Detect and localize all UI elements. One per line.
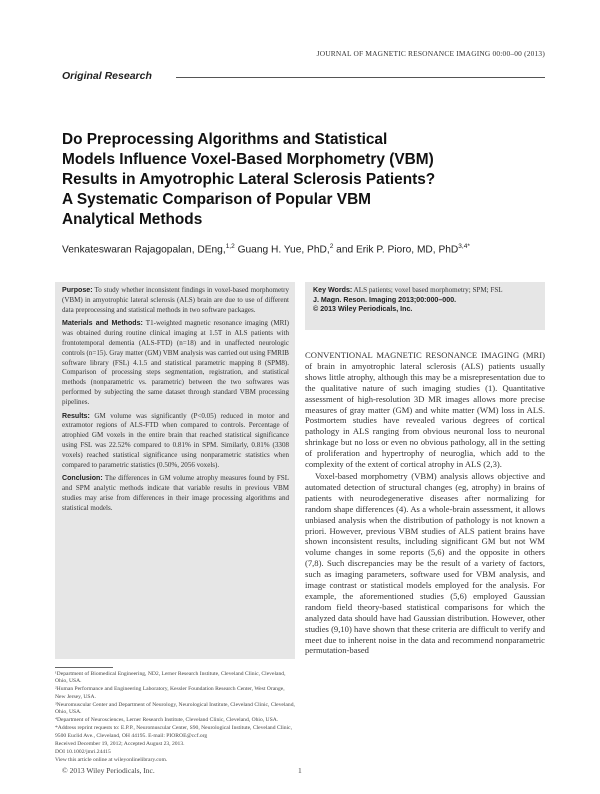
abstract-methods [62, 319, 289, 407]
title-line: Do Preprocessing Algorithms and Statistical [62, 131, 388, 148]
body-paragraph: CONVENTIONAL MAGNETIC RESONANCE IMAGING (MRI) of brain in amyotrophic lateral sclerosis (ALS) patients usually shows little atrophy, although this may be a misrepresentation due to the qualitative nature of such imaging studies (1). Quantitative assessment of high-resolution 3D MR images allows more precise measures of gray matter (GM) and white matter (WM) loss in ALS. Postmortem studies have revealed various degrees of cortical pathology in ALS ranging from obvious neuronal loss to neuronal shrinkage but no loss or even no obvious pathology, all in the setting of proliferation and hypertrophy of neuroglia, which add to the complexity of the extent of cortical atrophy in ALS (2,3). [305, 350, 545, 470]
footnote: ²Human Performance and Engineering Laboratory, Kessler Foundation Research Center, West Orange, New Jersey, USA. [55, 686, 285, 700]
keywords-text: ALS patients; voxel based morphometry; SPM; FSL [352, 286, 503, 294]
journal-running-header: JOURNAL OF MAGNETIC RESONANCE IMAGING 00:00–00 (2013) [316, 49, 545, 58]
abstract-purpose-text: To study whether inconsistent findings in voxel-based morphometry (VBM) in amyotrophic lateral sclerosis (ALS) brain are due to use of different data preprocessing and statistical methods in two software packages. [62, 286, 289, 314]
abstract-conclusion-text: The differences in GM volume atrophy measures found by FSL and SPM analytic methods indicate that variable results in previous VBM studies may arise from differences in their image processing algorithms and statistical models. [62, 474, 289, 512]
footnote-rule [55, 667, 113, 668]
footnote: ³Neuromuscular Center and Department of Neurology, Neurological Institute, Cleveland Clinic, Cleveland, Ohio, USA. [55, 701, 295, 716]
author-affiliation-sup: 1,2 [225, 243, 235, 250]
section-divider [176, 77, 545, 78]
abstract-box [55, 282, 295, 659]
footnote: DOI 10.1002/jmri.24415 [55, 749, 111, 756]
author-name: and Erik P. Pioro, MD, PhD [333, 244, 459, 256]
footnote: Received December 19, 2012; Accepted August 23, 2013. [55, 740, 185, 747]
abstract-results [62, 412, 289, 471]
title-line: Results in Amyotrophic Lateral Sclerosis Patients? [62, 171, 436, 188]
footnote: ⁴Department of Neurosciences, Lerner Research Institute, Cleveland Clinic, Cleveland, Ohio, USA. [55, 717, 279, 724]
keywords-line [313, 286, 539, 296]
footnote: ¹Department of Biomedical Engineering, ND2, Lerner Research Institute, Cleveland Clinic, Cleveland, Ohio, USA. [55, 671, 286, 685]
article-title [62, 130, 552, 230]
footnote: *Address reprint requests to: E.P.P., Neuromuscular Center, S90, Neurological Institute, Cleveland Clinic, 9500 Euclid Ave., Cleveland, OH 44195. E-mail: PIOROE@ccf.org [55, 725, 293, 739]
abstract-purpose [62, 286, 289, 315]
abstract-methods-text: T1-weighted magnetic resonance imaging (MRI) was obtained during routine clinical imaging at 1.5T in ALS patients with frontotemporal dementia (ALS-FTD) (n=18) and in unaffected neurologic controls (n=15). Gray matter (GM) VBM analysis was carried out using FMRIB software library (FSL) 4.1.5 and statistical parametric mapping 8 (SPM8). Comparison of processing steps segmentation, registration, and statistical methods (nonparametric vs. parametric) between the two softwares was performed by subjecting the same dataset through standard VBM processing pipelines. [62, 319, 289, 406]
author-affiliation-sup: 3,4* [458, 243, 470, 250]
abstract-results-label: Results: [62, 412, 90, 420]
section-label: Original Research [62, 70, 152, 82]
title-line: Analytical Methods [62, 211, 203, 228]
title-line: Models Influence Voxel-Based Morphometry (VBM) [62, 151, 434, 168]
author-list [62, 243, 562, 255]
title-line: A Systematic Comparison of Popular VBM [62, 191, 372, 208]
abstract-conclusion [62, 474, 289, 513]
author-name: Guang H. Yue, PhD, [234, 244, 330, 256]
footnotes [55, 667, 295, 765]
footer-copyright: © 2013 Wiley Periodicals, Inc. [62, 766, 155, 775]
abstract-purpose-label: Purpose: [62, 287, 93, 294]
abstract-methods-label: Materials and Methods: [62, 320, 143, 328]
page-number: 1 [298, 766, 302, 775]
body-text-column [305, 350, 545, 657]
author-name: Venkateswaran Rajagopalan, DEng, [62, 244, 226, 256]
abstract-results-text: GM volume was significantly (P<0.05) reduced in motor and extramotor regions of ALS-FTD when compared to controls. Percentage of atrophied GM voxels in the entire brain that reached statistical significance using FSL was 22.52% compared to 0.81% in SPM. Similarly, 0.81% (3308 voxels) reached statistical significance using nonparametric statistics when compared to parametric statistics (0.50%, 2056 voxels). [62, 411, 289, 469]
author-affiliation-sup: 2 [329, 243, 334, 250]
keywords-box [305, 282, 545, 330]
footnote: View this article online at wileyonlinelibrary.com. [55, 757, 168, 764]
citation-line: J. Magn. Reson. Imaging 2013;00:000–000. [313, 295, 457, 304]
keywords-label: Key Words: [313, 286, 353, 294]
abstract-conclusion-label: Conclusion: [62, 475, 103, 483]
body-paragraph: Voxel-based morphometry (VBM) analysis allows objective and automated detection of structural changes (eg, atrophy) in brains of patients with neurodegenerative diseases after normalizing for random shape differences (4). As a whole-brain assessment, it allows unbiased analysis when the distribution of pathology is not known a priori. However, previous VBM studies of ALS patient brains have shown inconsistent results, including significant GM but not WM volume changes in some reports (5,6) and the opposite in others (7,8). Such discrepancies may be the result of a variety of factors, such as imaging parameters, software used for VBM analysis, and image contrast or statistical models employed for the analysis. For example, the aforementioned studies (5,6) employed Gaussian random field theory-based statistical comparisons for which the analyzed data should have had Gaussian distribution. However, other studies (9,10) have shown that these criteria are difficult to verify and meet due to inherent noise in the data and recommend nonparametric permutation-based [305, 470, 545, 656]
copyright-line: © 2013 Wiley Periodicals, Inc. [313, 305, 413, 314]
